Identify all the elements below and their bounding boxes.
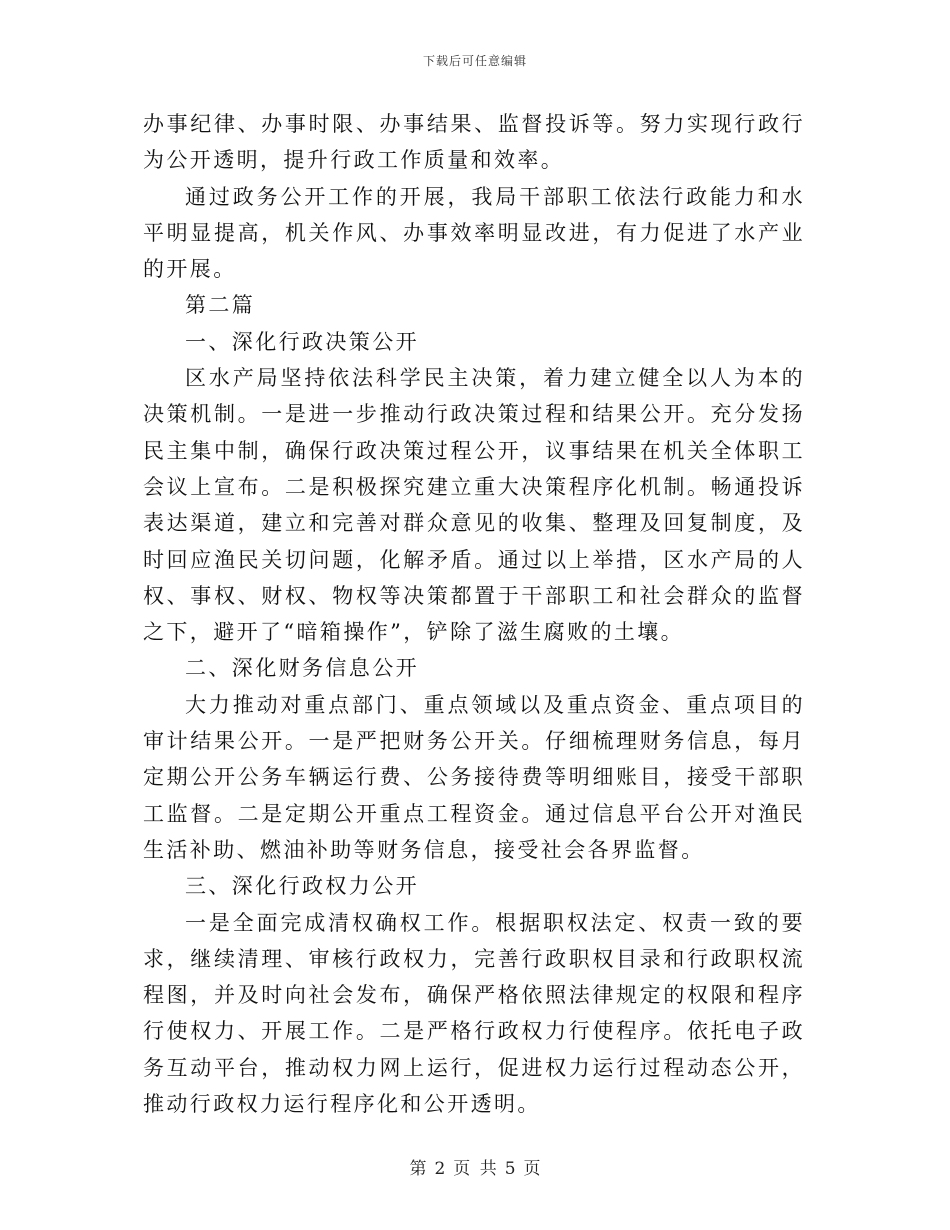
footer-middle: 页 共 — [453, 1159, 497, 1179]
footer-prefix: 第 — [409, 1159, 427, 1179]
current-page-number: 2 — [434, 1159, 446, 1179]
paragraph: 大力推动对重点部门、重点领域以及重点资金、重点项目的审计结果公开。一是严把财务公开关。仔细梳理财务信息，每月定期公开公务车辆运行费、公务接待费等明细账目，接受干部职工监督。二是定期公开重点工程资金。通过信息平台公开对渔民生活补助、燃油补助等财务信息，接受社会各界监督。 — [143, 692, 805, 862]
page-header: 下载后可任意编辑 — [422, 54, 527, 68]
total-page-number: 5 — [504, 1159, 516, 1179]
document-body — [143, 106, 805, 1122]
footer-suffix: 页 — [523, 1159, 541, 1179]
section-heading: 三、深化行政权力公开 — [185, 874, 419, 899]
section-heading: 一、深化行政决策公开 — [185, 329, 419, 354]
section-heading: 二、深化财务信息公开 — [185, 656, 419, 681]
paragraph: 一是全面完成清权确权工作。根据职权法定、权责一致的要求，继续清理、审核行政权力，完善行政职权目录和行政职权流程图，并及时向社会发布，确保严格依照法律规定的权限和程序行使权力、开展工作。二是严格行政权力行使程序。依托电子政务互动平台，推动权力网上运行，促进权力运行过程动态公开，推动行政权力运行程序化和公开透明。 — [143, 910, 805, 1117]
paragraph-continued: 办事纪律、办事时限、办事结果、监督投诉等。努力实现行政行为公开透明，提升行政工作质量和效率。 — [143, 112, 805, 173]
paragraph: 通过政务公开工作的开展，我局干部职工依法行政能力和水平明显提高，机关作风、办事效率明显改进，有力促进了水产业的开展。 — [143, 184, 805, 282]
section-title: 第二篇 — [185, 293, 256, 318]
page-footer — [0, 1154, 950, 1179]
paragraph: 区水产局坚持依法科学民主决策，着力建立健全以人为本的决策机制。一是进一步推动行政决策过程和结果公开。充分发扬民主集中制，确保行政决策过程公开，议事结果在机关全体职工会议上宣布。二是积极探究建立重大决策程序化机制。畅通投诉表达渠道，建立和完善对群众意见的收集、整理及回复制度，及时回应渔民关切问题，化解矛盾。通过以上举措，区水产局的人权、事权、财权、物权等决策都置于干部职工和社会群众的监督之下，避开了“暗箱操作”，铲除了滋生腐败的土壤。 — [143, 366, 805, 645]
